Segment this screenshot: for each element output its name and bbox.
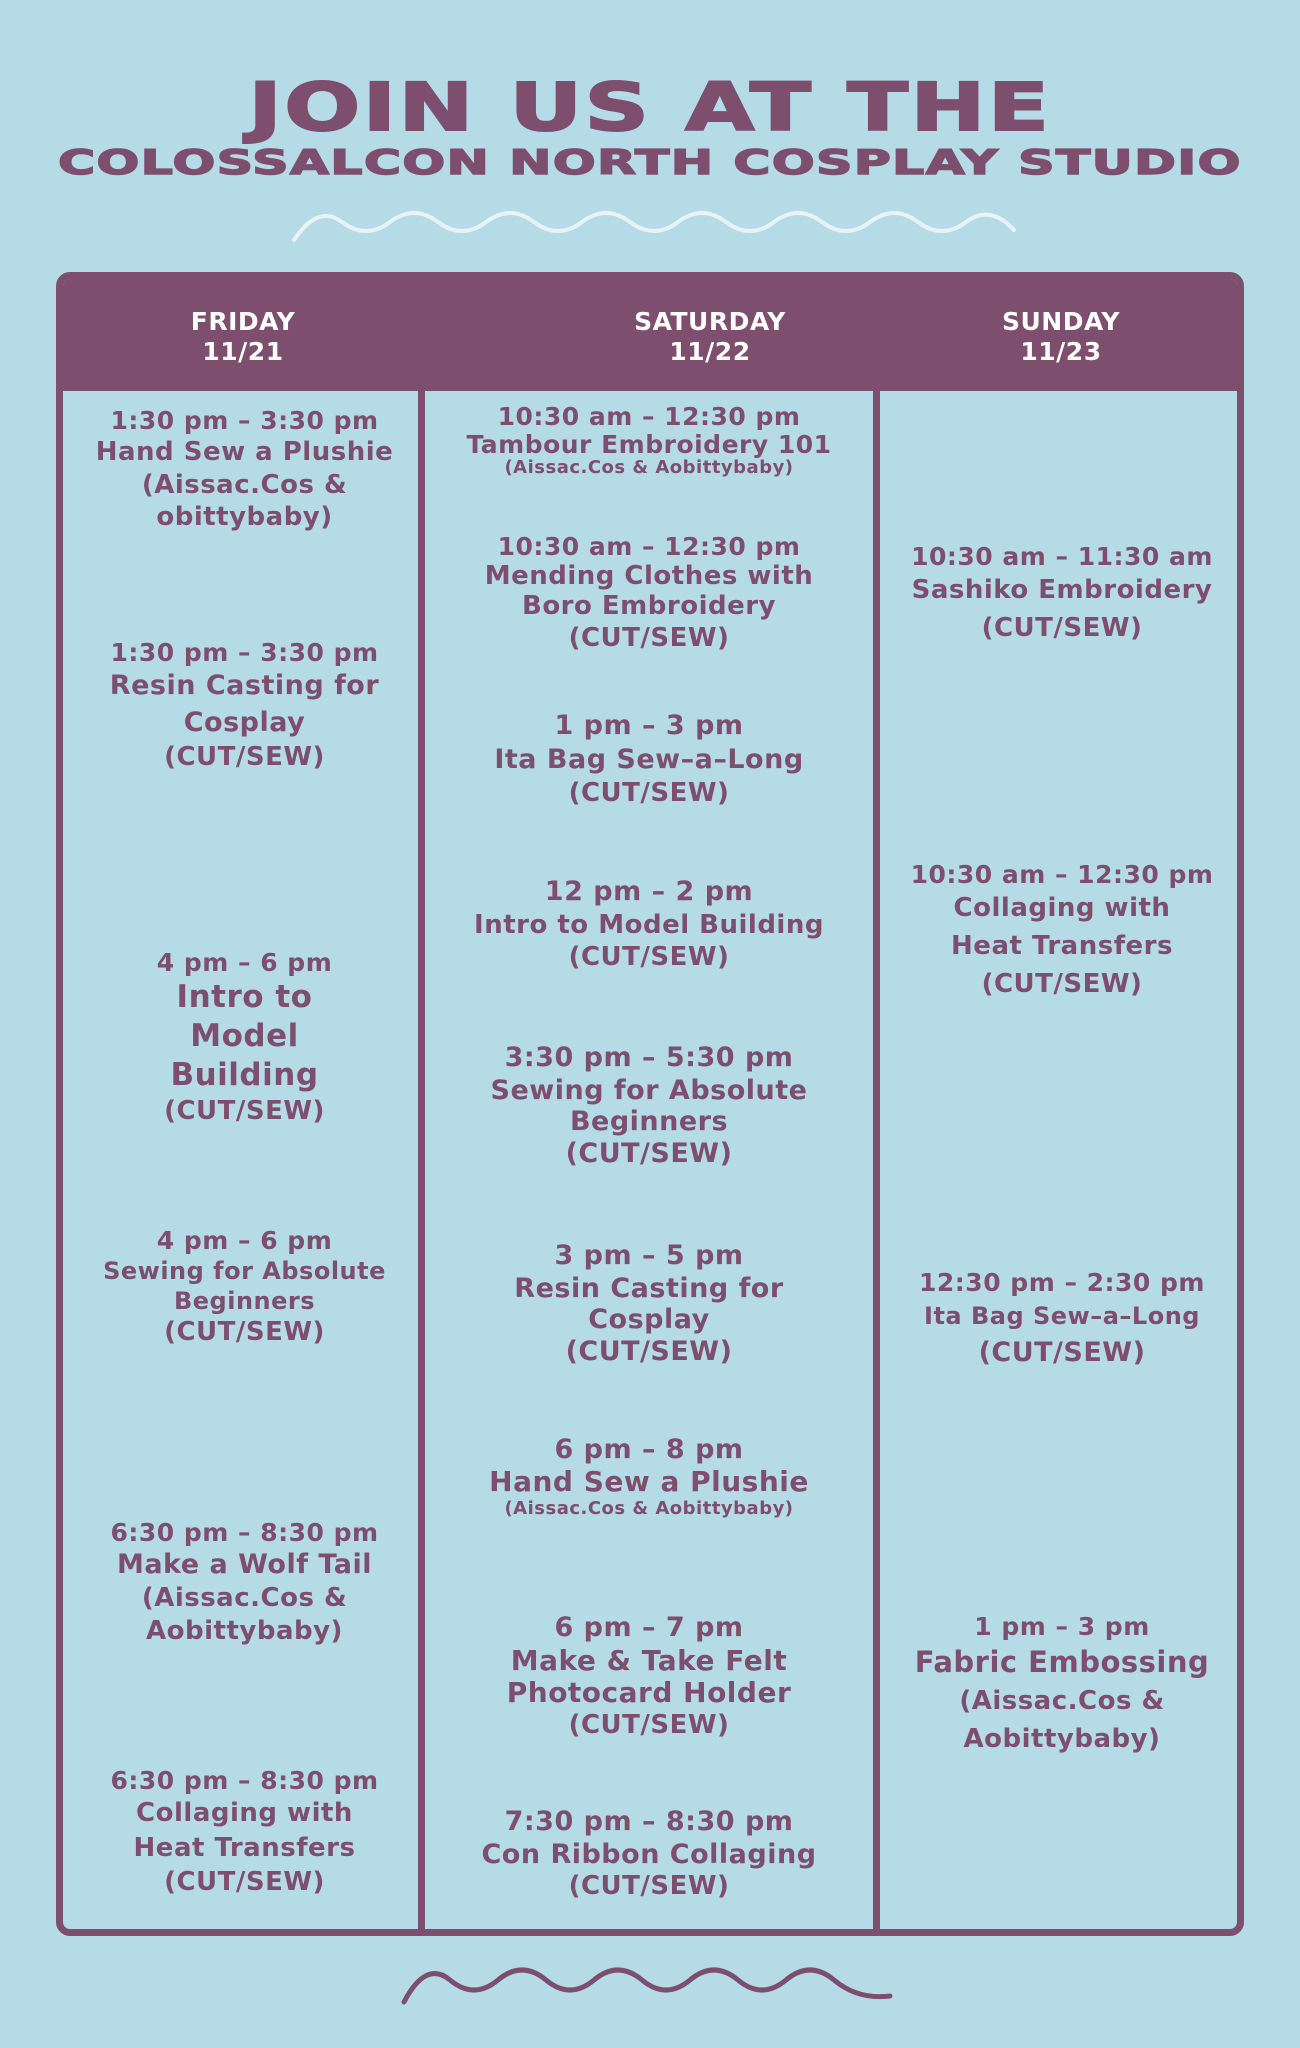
- event-title: Intro to Model Building: [170, 979, 319, 1093]
- event-block: [71, 947, 418, 1127]
- day-date: 11/21: [202, 337, 284, 366]
- event-host: (Aissac.Cos & Aobittybaby): [141, 1583, 348, 1646]
- event-host: (Aissac.Cos & obittybaby): [141, 469, 348, 533]
- event-block: [71, 1517, 418, 1647]
- event-host: (CUT/SEW): [568, 1870, 730, 1901]
- event-time: 6 pm – 8 pm: [554, 1434, 744, 1465]
- event-host: (CUT/SEW): [164, 742, 325, 773]
- event-time: 1:30 pm – 3:30 pm: [110, 406, 379, 435]
- event-host: (Aissac.Cos & Aobittybaby): [504, 1497, 794, 1519]
- event-title: Resin Casting for Cosplay: [514, 1272, 784, 1335]
- event-time: 1:30 pm – 3:30 pm: [110, 638, 379, 667]
- column-divider: [418, 391, 425, 1929]
- event-title: Intro to Model Building: [474, 909, 824, 940]
- event-block: [880, 1267, 1244, 1372]
- event-block: [425, 1041, 873, 1171]
- event-title: Make & Take Felt Photocard Holder: [506, 1643, 792, 1709]
- bottom-wave-decoration: [400, 1956, 900, 2008]
- event-time: 1 pm – 3 pm: [554, 710, 744, 741]
- event-title: Ita Bag Sew–a–Long: [924, 1302, 1200, 1331]
- event-host: (CUT/SEW): [565, 1137, 733, 1169]
- sunday-column: [880, 391, 1244, 1929]
- event-title: Tambour Embroidery 101: [466, 430, 832, 460]
- top-wave-decoration: [290, 200, 1030, 246]
- event-host: (CUT/SEW): [981, 612, 1143, 643]
- event-title: Con Ribbon Collaging: [481, 1838, 817, 1870]
- event-time: 6:30 pm – 8:30 pm: [110, 1766, 379, 1795]
- event-time: 4 pm – 6 pm: [156, 948, 333, 977]
- event-host: (CUT/SEW): [568, 1710, 730, 1741]
- event-block: [425, 1433, 873, 1520]
- event-time: 1 pm – 3 pm: [974, 1612, 1150, 1641]
- event-time: 3 pm – 5 pm: [554, 1240, 744, 1271]
- event-title: Hand Sew a Plushie: [489, 1464, 809, 1498]
- event-block: [425, 875, 873, 974]
- page-title: JOIN US AT THE: [248, 69, 1052, 146]
- event-host: (CUT/SEW): [568, 623, 730, 654]
- day-name: FRIDAY: [190, 307, 296, 336]
- day-friday: [63, 307, 423, 367]
- event-block: [880, 541, 1244, 646]
- event-block: [425, 709, 873, 809]
- day-date: 11/23: [1020, 337, 1102, 366]
- event-title: Sewing for Absolute Beginners: [490, 1074, 808, 1137]
- event-block: [425, 1805, 873, 1902]
- event-block: [880, 859, 1244, 1002]
- event-host: (Aissac.Cos & Aobittybaby): [959, 1685, 1165, 1754]
- event-title: Mending Clothes with Boro Embroidery: [484, 561, 814, 622]
- event-time: 7:30 pm – 8:30 pm: [504, 1806, 794, 1837]
- event-host: (CUT/SEW): [568, 777, 730, 808]
- event-host: (CUT/SEW): [978, 1337, 1146, 1369]
- saturday-column: [425, 391, 873, 1929]
- event-host: (CUT/SEW): [164, 1317, 325, 1348]
- event-block: [71, 1225, 418, 1349]
- event-block: [71, 405, 418, 534]
- event-title: Hand Sew a Plushie: [95, 437, 394, 468]
- event-time: 12 pm – 2 pm: [544, 876, 754, 907]
- day-name: SUNDAY: [1001, 307, 1121, 336]
- event-host: (CUT/SEW): [981, 968, 1143, 999]
- event-title: Sewing for Absolute Beginners: [103, 1257, 386, 1316]
- event-block: [425, 1239, 873, 1369]
- page-subtitle: COLOSSALCON NORTH COSPLAY STUDIO: [58, 143, 1242, 183]
- event-block: [425, 401, 873, 480]
- event-time: 10:30 am – 12:30 pm: [497, 402, 801, 431]
- event-host: (CUT/SEW): [565, 1335, 733, 1367]
- event-title: Resin Casting for Cosplay: [109, 670, 380, 738]
- event-time: 10:30 am – 11:30 am: [911, 542, 1213, 571]
- event-title: Make a Wolf Tail: [116, 1549, 373, 1581]
- event-block: [425, 531, 873, 655]
- event-host: (CUT/SEW): [164, 1095, 325, 1126]
- event-block: [71, 637, 418, 774]
- event-time: 4 pm – 6 pm: [156, 1226, 333, 1255]
- schedule-table: [56, 272, 1244, 1936]
- event-host: (CUT/SEW): [164, 1867, 325, 1898]
- event-block: [71, 1765, 418, 1899]
- day-sunday: [881, 307, 1241, 367]
- day-date: 11/22: [669, 337, 751, 366]
- event-block: [880, 1611, 1244, 1758]
- event-host: (Aissac.Cos & Aobittybaby): [504, 457, 794, 479]
- event-title: Collaging with Heat Transfers: [951, 893, 1173, 961]
- event-time: 6:30 pm – 8:30 pm: [110, 1518, 379, 1547]
- event-time: 3:30 pm – 5:30 pm: [504, 1042, 794, 1073]
- event-time: 10:30 am – 12:30 pm: [497, 532, 801, 561]
- event-time: 10:30 am – 12:30 pm: [910, 860, 1214, 889]
- friday-column: [71, 391, 418, 1929]
- schedule-header: [63, 279, 1237, 391]
- event-title: Ita Bag Sew–a–Long: [494, 743, 804, 775]
- event-host: (CUT/SEW): [568, 942, 730, 973]
- event-time: 12:30 pm – 2:30 pm: [919, 1268, 1205, 1297]
- event-title: Fabric Embossing: [914, 1645, 1210, 1680]
- event-title: Sashiko Embroidery: [911, 575, 1213, 606]
- day-name: SATURDAY: [634, 307, 786, 336]
- column-divider: [873, 391, 880, 1929]
- event-block: [425, 1611, 873, 1742]
- event-title: Collaging with Heat Transfers: [133, 1798, 356, 1864]
- event-time: 6 pm – 7 pm: [554, 1612, 744, 1643]
